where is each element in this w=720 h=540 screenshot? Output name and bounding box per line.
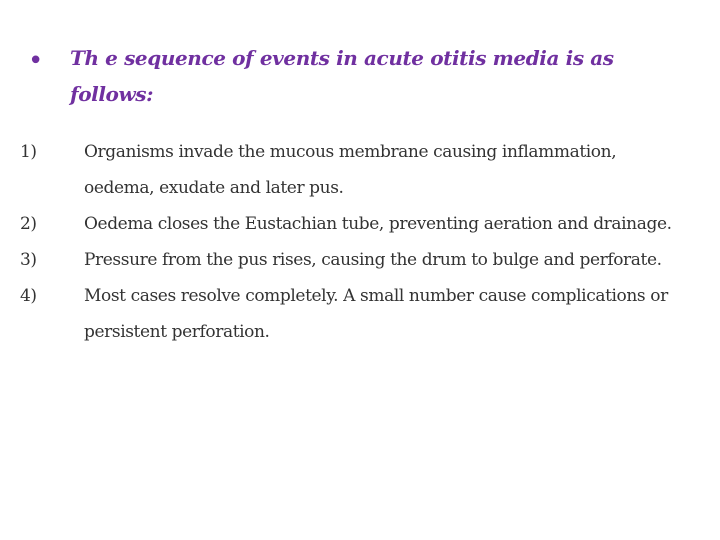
step-text: Pressure from the pus rises, causing the drum to bulge and perforate. xyxy=(84,250,662,270)
event-sequence-list xyxy=(18,134,688,350)
step-text: Organisms invade the mucous membrane causing inflammation, oedema, exudate and later pus. xyxy=(84,142,617,198)
bullet-icon: • xyxy=(28,46,44,76)
step-number: 1) xyxy=(20,142,37,162)
list-item xyxy=(18,134,688,206)
heading-text: Th e sequence of events in acute otitis media is as follows: xyxy=(70,46,614,106)
list-item xyxy=(18,242,688,278)
list-item xyxy=(18,206,688,242)
step-number: 3) xyxy=(20,250,37,270)
step-number: 2) xyxy=(20,214,37,234)
step-text: Oedema closes the Eustachian tube, preventing aeration and drainage. xyxy=(84,214,672,234)
slide-heading xyxy=(28,40,668,112)
step-number: 4) xyxy=(20,286,37,306)
list-item xyxy=(18,278,688,350)
step-text: Most cases resolve completely. A small number cause complications or persistent perforation. xyxy=(84,286,668,342)
